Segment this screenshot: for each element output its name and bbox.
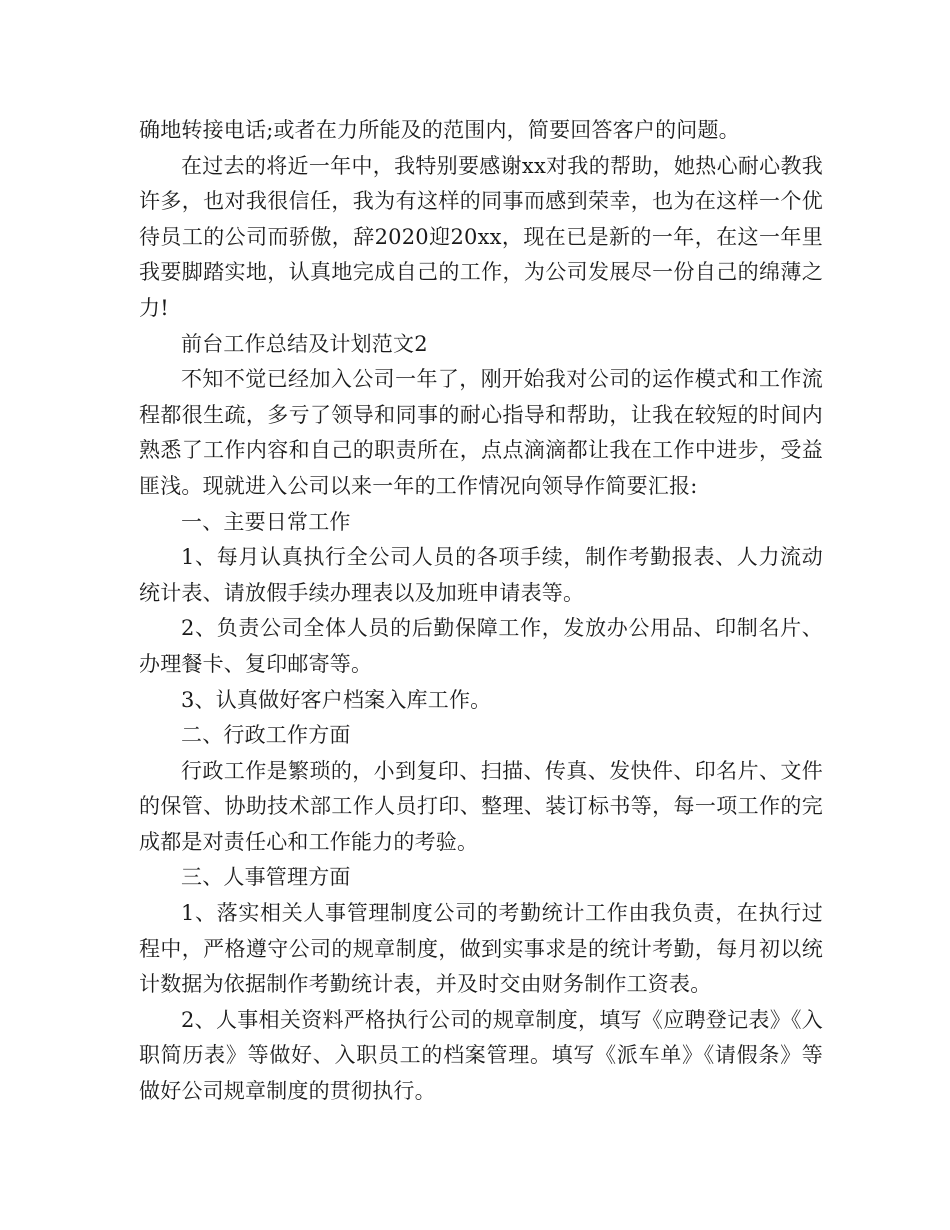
list-item: 2、人事相关资料严格执行公司的规章制度，填写《应聘登记表》《入职简历表》等做好、入职员工的档案管理。填写《派车单》《请假条》等做好公司规章制度的贯彻执行。 bbox=[139, 1007, 823, 1104]
document-body bbox=[139, 113, 823, 1110]
list-item: 3、认真做好客户档案入库工作。 bbox=[181, 687, 492, 712]
section-heading: 二、行政工作方面 bbox=[181, 723, 351, 748]
paragraph: 确地转接电话;或者在力所能及的范围内，简要回答客户的问题。 bbox=[139, 118, 740, 142]
section-heading: 前台工作总结及计划范文2 bbox=[181, 331, 428, 356]
paragraph: 行政工作是繁琐的，小到复印、扫描、传真、发快件、印名片、文件的保管、协助技术部工作人员打印、整理、装订标书等，每一项工作的完成都是对责任心和工作能力的考验。 bbox=[139, 758, 823, 854]
section-heading: 三、人事管理方面 bbox=[181, 865, 351, 890]
section-heading: 一、主要日常工作 bbox=[181, 509, 351, 534]
paragraph: 在过去的将近一年中，我特别要感谢xx对我的帮助，她热心耐心教我许多，也对我很信任，我为有这样的同事而感到荣幸，也为在这样一个优待员工的公司而骄傲，辞2020迎20xx，现在已是新的一年，在这一年里我要脚踏实地，认真地完成自己的工作，为公司发展尽一份自己的绵薄之力! bbox=[139, 153, 823, 320]
list-item: 1、落实相关人事管理制度公司的考勤统计工作由我负责，在执行过程中，严格遵守公司的规章制度，做到实事求是的统计考勤，每月初以统计数据为依据制作考勤统计表，并及时交由财务制作工资表。 bbox=[139, 901, 823, 997]
list-item: 2、负责公司全体人员的后勤保障工作，发放办公用品、印制名片、办理餐卡、复印邮寄等。 bbox=[139, 616, 823, 676]
paragraph: 不知不觉已经加入公司一年了，刚开始我对公司的运作模式和工作流程都很生疏，多亏了领导和同事的耐心指导和帮助，让我在较短的时间内熟悉了工作内容和自己的职责所在，点点滴滴都让我在工作中进步，受益匪浅。现就进入公司以来一年的工作情况向领导作简要汇报: bbox=[139, 367, 823, 498]
list-item: 1、每月认真执行全公司人员的各项手续，制作考勤报表、人力流动统计表、请放假手续办理表以及加班申请表等。 bbox=[139, 545, 823, 605]
